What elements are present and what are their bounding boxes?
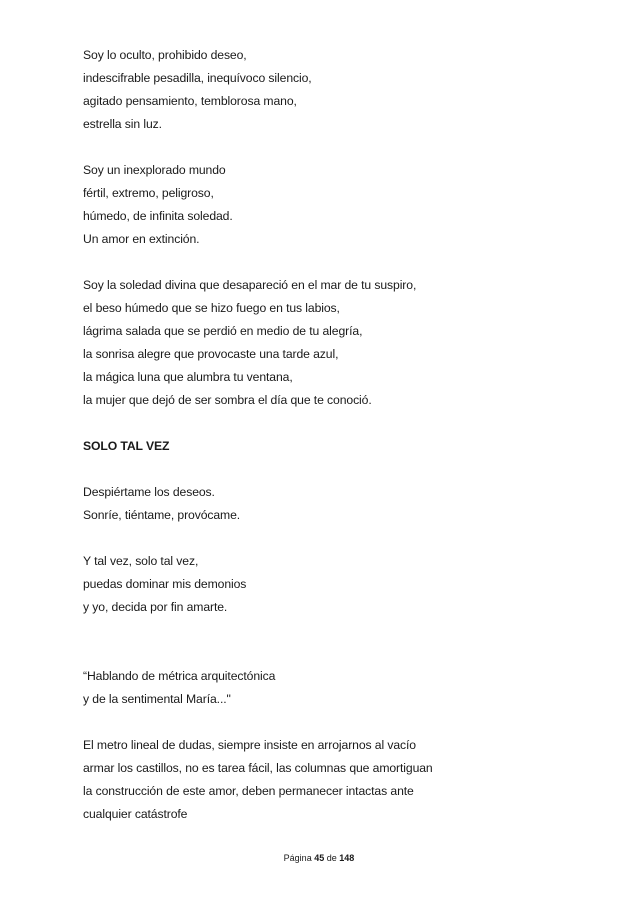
page-number-current: 45 — [314, 853, 325, 863]
text-line: lágrima salada que se perdió en medio de tu alegría, — [83, 324, 363, 338]
stanza-1 — [83, 44, 583, 136]
text-line: húmedo, de infinita soledad. — [83, 209, 233, 223]
stanza-6 — [83, 665, 583, 711]
text-line: fértil, extremo, peligroso, — [83, 186, 214, 200]
text-line: la mágica luna que alumbra tu ventana, — [83, 370, 293, 384]
page-content — [83, 44, 583, 826]
stanza-spacer — [83, 458, 583, 481]
text-line: puedas dominar mis demonios — [83, 577, 247, 591]
text-line: El metro lineal de dudas, siempre insiste en arrojarnos al vacío — [83, 738, 416, 752]
stanza-2 — [83, 159, 583, 251]
text-line: Soy la soledad divina que desapareció en el mar de tu suspiro, — [83, 278, 417, 292]
text-line: Soy lo oculto, prohibido deseo, — [83, 48, 247, 62]
stanza-spacer — [83, 711, 583, 734]
text-line: la construcción de este amor, deben permanecer intactas ante — [83, 784, 414, 798]
stanza-spacer — [83, 527, 583, 550]
stanza-spacer — [83, 619, 583, 665]
stanza-5 — [83, 550, 583, 619]
text-line: indescifrable pesadilla, inequívoco silencio, — [83, 71, 312, 85]
text-line: la mujer que dejó de ser sombra el día que te conoció. — [83, 393, 372, 407]
page-of-label: de — [326, 853, 337, 863]
text-line: y de la sentimental María..." — [83, 692, 231, 706]
stanza-4 — [83, 481, 583, 527]
text-line: Soy un inexplorado mundo — [83, 163, 226, 177]
page-number-total: 148 — [339, 853, 355, 863]
text-line: Despiértame los deseos. — [83, 485, 215, 499]
text-line: cualquier catástrofe — [83, 807, 188, 821]
text-line: armar los castillos, no es tarea fácil, las columnas que amortiguan — [83, 761, 433, 775]
text-line: el beso húmedo que se hizo fuego en tus labios, — [83, 301, 340, 315]
text-line: agitado pensamiento, temblorosa mano, — [83, 94, 297, 108]
text-line: estrella sin luz. — [83, 117, 162, 131]
text-line: Y tal vez, solo tal vez, — [83, 554, 199, 568]
poem-title: SOLO TAL VEZ — [83, 439, 170, 453]
text-line: “Hablando de métrica arquitectónica — [83, 669, 276, 683]
stanza-3 — [83, 274, 583, 412]
page-footer — [0, 852, 638, 864]
page-label: Página — [283, 853, 312, 863]
text-line: y yo, decida por fin amarte. — [83, 600, 228, 614]
stanza-7 — [83, 734, 583, 826]
text-line: la sonrisa alegre que provocaste una tarde azul, — [83, 347, 339, 361]
stanza-spacer — [83, 136, 583, 159]
stanza-spacer — [83, 251, 583, 274]
stanza-spacer — [83, 412, 583, 435]
text-line: Un amor en extinción. — [83, 232, 200, 246]
text-line: Sonríe, tiéntame, provócame. — [83, 508, 241, 522]
